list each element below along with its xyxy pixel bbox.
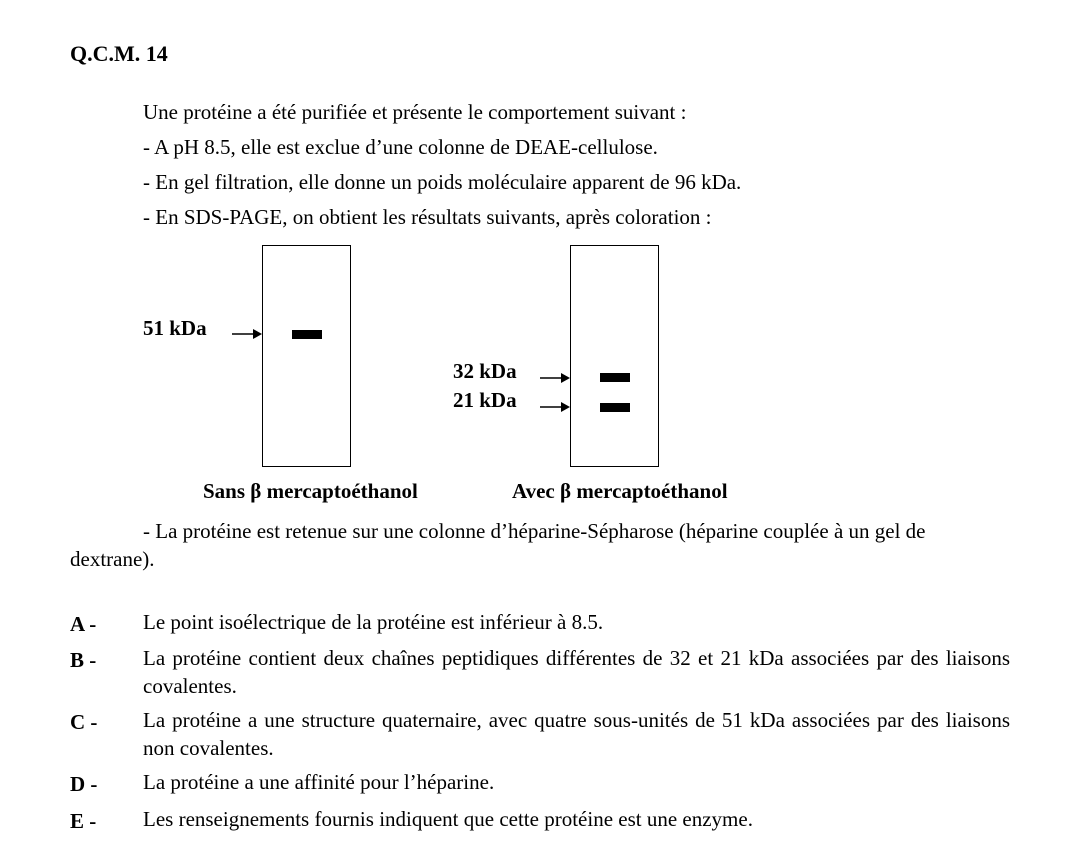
band-32kda — [600, 373, 630, 382]
question-title: Q.C.M. 14 — [70, 41, 168, 66]
intro-line-3: - En gel filtration, elle donne un poids moléculaire apparent de 96 kDa. — [143, 170, 742, 194]
gel-right-frame — [570, 245, 659, 467]
intro-line-4: - En SDS-PAGE, on obtient les résultats suivants, après coloration : — [143, 205, 712, 229]
option-letter: C - — [70, 710, 98, 734]
option-text: La protéine a une structure quaternaire, avec quatre sous-unités de 51 kDa associées par des liaisons non covalentes. — [143, 708, 1010, 760]
arrow-right-icon — [539, 399, 571, 413]
arrow-right-icon — [539, 370, 571, 384]
intro-line-2: - A pH 8.5, elle est exclue d’une colonne de DEAE-cellulose. — [143, 135, 658, 159]
option-letter: E - — [70, 809, 97, 833]
option-letter: A - — [70, 612, 97, 636]
band-51kda — [292, 330, 322, 339]
option-text: La protéine a une affinité pour l’héparine. — [143, 770, 495, 794]
option-text: Les renseignements fournis indiquent que cette protéine est une enzyme. — [143, 807, 753, 831]
gel-right-caption: Avec β mercaptoéthanol — [512, 479, 728, 503]
marker-21kda-label: 21 kDa — [453, 388, 517, 412]
option-text: La protéine contient deux chaînes peptidiques différentes de 32 et 21 kDa associées par des liaisons covalentes. — [143, 646, 1010, 698]
heparin-paragraph: - La protéine est retenue sur une colonne d’héparine-Sépharose (héparine couplée à un gel de dextrane). — [70, 519, 926, 571]
gel-left-frame — [262, 245, 351, 467]
gel-left-caption: Sans β mercaptoéthanol — [203, 479, 418, 503]
intro-line-1: Une protéine a été purifiée et présente le comportement suivant : — [143, 100, 687, 124]
marker-32kda-label: 32 kDa — [453, 359, 517, 383]
arrow-right-icon — [231, 326, 263, 340]
option-letter: D - — [70, 772, 98, 796]
marker-51kda-label: 51 kDa — [143, 316, 207, 340]
option-letter: B - — [70, 648, 97, 672]
option-text: Le point isoélectrique de la protéine est inférieur à 8.5. — [143, 610, 604, 634]
band-21kda — [600, 403, 630, 412]
